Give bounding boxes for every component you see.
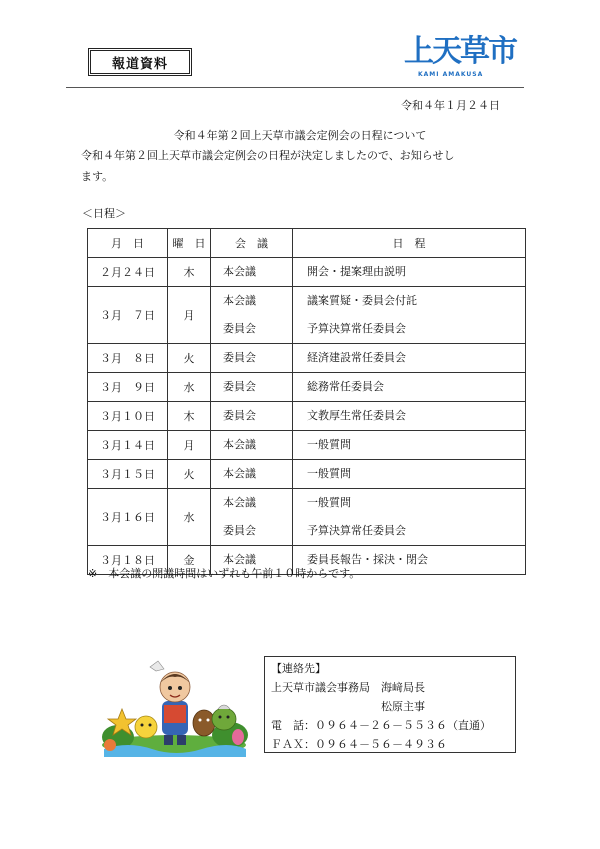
schedule-agenda-cell: [293, 287, 526, 344]
city-logo-text: 上天草市: [404, 34, 516, 69]
schedule-row: [88, 460, 526, 489]
schedule-meeting: 本会議: [223, 265, 256, 278]
contact-box: [264, 656, 516, 753]
schedule-row: [88, 287, 526, 344]
schedule-agenda-cell: [293, 431, 526, 460]
schedule-meeting-cell: [211, 258, 293, 287]
schedule-row: [88, 258, 526, 287]
schedule-meeting-cell: [211, 460, 293, 489]
schedule-agenda-cell: [293, 344, 526, 373]
schedule-agenda: 委員長報告・採決・閉会: [307, 553, 428, 566]
schedule-meeting: 委員会: [223, 524, 256, 537]
schedule-meeting: 委員会: [223, 351, 256, 364]
header-agenda: 日 程: [293, 229, 526, 258]
header-date: 月 日: [88, 229, 168, 258]
schedule-meeting: 本会議: [223, 438, 256, 451]
schedule-agenda-cell: [293, 460, 526, 489]
schedule-agenda-cell: [293, 258, 526, 287]
schedule-date: ３月 ７日: [88, 287, 168, 344]
schedule-meeting: 委員会: [223, 322, 256, 335]
schedule-row: [88, 373, 526, 402]
schedule-meeting-cell: [211, 431, 293, 460]
header-divider: [66, 87, 524, 88]
schedule-header-row: [88, 229, 526, 258]
schedule-day-of-week: 月: [168, 431, 211, 460]
intro-line-1: 令和４年第２回上天草市議会定例会の日程が決定しましたので、お知らせし: [81, 149, 455, 162]
header-meeting: 会 議: [211, 229, 293, 258]
mascot-illustration: [98, 657, 250, 757]
schedule-agenda: 一般質問: [307, 496, 351, 509]
schedule-day-of-week: 火: [168, 460, 211, 489]
mascot-icon: [98, 657, 250, 757]
notice-title: 令和４年第２回上天草市議会定例会の日程について: [173, 129, 427, 142]
schedule-date: ３月１６日: [88, 489, 168, 546]
schedule-meeting: 委員会: [223, 409, 256, 422]
schedule-note: ※ 本会議の開議時間はいずれも午前１０時からです。: [88, 567, 361, 580]
schedule-meeting-cell: [211, 489, 293, 546]
schedule-day-of-week: 水: [168, 373, 211, 402]
contact-heading: 【連絡先】: [271, 662, 326, 675]
press-release-label: 報道資料: [88, 48, 192, 76]
schedule-table: [87, 228, 526, 575]
contact-office: 上天草市議会事務局 海﨑局長: [271, 681, 425, 694]
schedule-row: [88, 431, 526, 460]
schedule-agenda: 一般質問: [307, 467, 351, 480]
schedule-agenda: 予算決算常任委員会: [307, 524, 406, 537]
schedule-meeting: 本会議: [223, 467, 256, 480]
schedule-day-of-week: 火: [168, 344, 211, 373]
schedule-day-of-week: 水: [168, 489, 211, 546]
schedule-day-of-week: 金: [168, 546, 211, 575]
schedule-meeting-cell: [211, 373, 293, 402]
schedule-date: ３月１４日: [88, 431, 168, 460]
schedule-agenda-cell: [293, 402, 526, 431]
schedule-agenda: 一般質問: [307, 438, 351, 451]
intro-line-2: ます。: [81, 170, 114, 183]
schedule-label: ＜日程＞: [82, 207, 126, 220]
city-logo-subtext: KAMI AMAKUSA: [418, 71, 484, 78]
notice-intro: [81, 145, 502, 187]
schedule-meeting: 委員会: [223, 380, 256, 393]
contact-phone: 電 話：０９６４－２６－５５３６（直通）: [271, 719, 491, 732]
schedule-date: ３月 ９日: [88, 373, 168, 402]
schedule-agenda-cell: [293, 489, 526, 546]
city-logo: [404, 34, 520, 83]
schedule-agenda: 文教厚生常任委員会: [307, 409, 406, 422]
schedule-date: ３月１５日: [88, 460, 168, 489]
schedule-meeting-cell: [211, 344, 293, 373]
schedule-agenda: 開会・提案理由説明: [307, 265, 406, 278]
schedule-meeting-cell: [211, 402, 293, 431]
schedule-meeting: 本会議: [223, 553, 256, 566]
schedule-agenda: 総務常任委員会: [307, 380, 384, 393]
schedule-row: [88, 489, 526, 546]
schedule-agenda: 議案質疑・委員会付託: [307, 294, 417, 307]
schedule-meeting: 本会議: [223, 294, 256, 307]
header-day-of-week: 曜 日: [168, 229, 211, 258]
schedule-date: ３月１０日: [88, 402, 168, 431]
schedule-row: [88, 402, 526, 431]
schedule-meeting-cell: [211, 287, 293, 344]
schedule-date: ３月１８日: [88, 546, 168, 575]
schedule-agenda-cell: [293, 373, 526, 402]
schedule-day-of-week: 木: [168, 402, 211, 431]
schedule-agenda: 経済建設常任委員会: [307, 351, 406, 364]
schedule-day-of-week: 月: [168, 287, 211, 344]
schedule-day-of-week: 木: [168, 258, 211, 287]
schedule-row: [88, 344, 526, 373]
schedule-date: ２月２４日: [88, 258, 168, 287]
release-date: 令和４年１月２４日: [401, 99, 500, 112]
contact-staff: 松原主事: [271, 700, 425, 713]
contact-fax: ＦＡＸ：０９６４－５６－４９３６: [271, 738, 447, 751]
schedule-meeting: 本会議: [223, 496, 256, 509]
schedule-agenda: 予算決算常任委員会: [307, 322, 406, 335]
schedule-date: ３月 ８日: [88, 344, 168, 373]
